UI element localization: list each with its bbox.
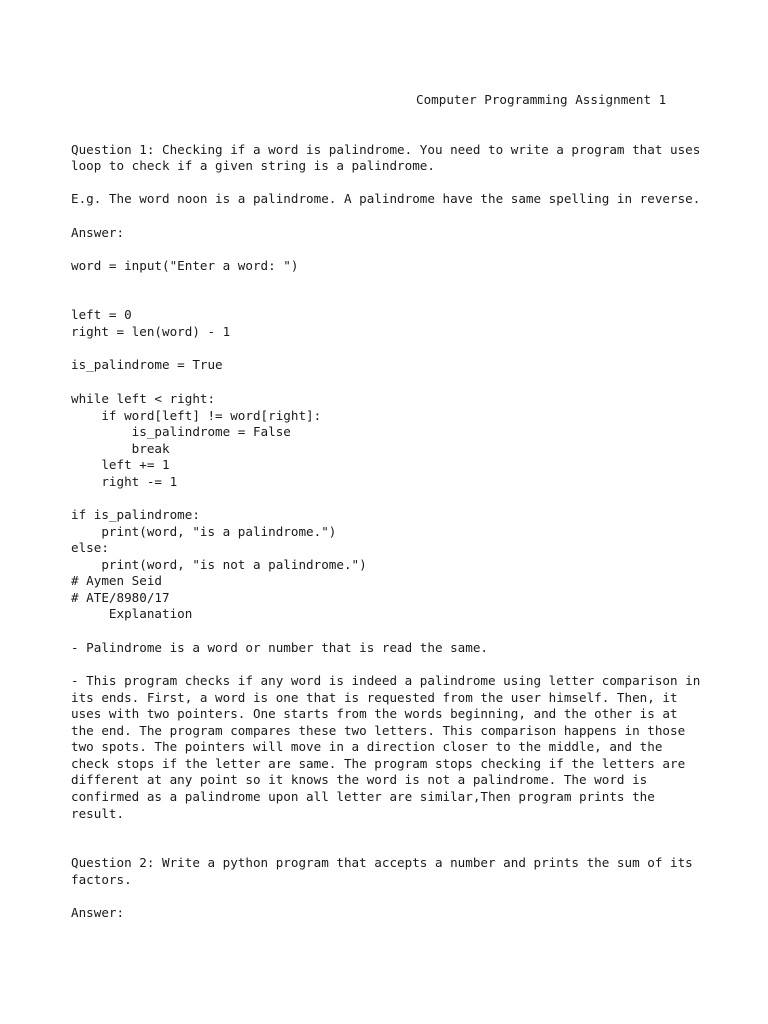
answer-label-2: Answer:	[71, 905, 125, 920]
question-1-line-2: loop to check if a given string is a palindrome.	[71, 158, 435, 173]
code-line: is_palindrome = False	[71, 424, 291, 439]
question-2-line-1: Question 2: Write a python program that accepts a number and prints the sum of its	[71, 855, 693, 870]
code-line: if is_palindrome:	[71, 507, 200, 522]
explanation-paragraph-line: check stops if the letter are same. The program stops checking if the letters are	[71, 756, 686, 771]
explanation-paragraph-line: the end. The program compares these two letters. This comparison happens in those	[71, 723, 686, 738]
code-line: right = len(word) - 1	[71, 324, 231, 339]
explanation-paragraph-line: two spots. The pointers will move in a direction closer to the middle, and the	[71, 739, 663, 754]
explanation-paragraph-line: - This program checks if any word is indeed a palindrome using letter comparison in	[71, 673, 701, 688]
explanation-line-1: - Palindrome is a word or number that is read the same.	[71, 640, 489, 655]
explanation-paragraph-line: different at any point so it knows the word is not a palindrome. The word is	[71, 772, 648, 787]
page-title: Computer Programming Assignment 1	[416, 92, 667, 107]
explanation-paragraph-line: uses with two pointers. One starts from the words beginning, and the other is at	[71, 706, 678, 721]
code-line: left = 0	[71, 307, 132, 322]
explanation-paragraph-line: confirmed as a palindrome upon all letter are similar,Then program prints the	[71, 789, 655, 804]
explanation-paragraph-line: result.	[71, 806, 125, 821]
code-line: while left < right:	[71, 391, 216, 406]
code-line: break	[71, 441, 170, 456]
author-comment: # Aymen Seid	[71, 573, 162, 588]
answer-label-1: Answer:	[71, 225, 125, 240]
code-line: if word[left] != word[right]:	[71, 408, 322, 423]
explanation-heading: Explanation	[71, 606, 193, 621]
code-line: print(word, "is a palindrome.")	[71, 524, 337, 539]
code-line: print(word, "is not a palindrome.")	[71, 557, 367, 572]
question-2-line-2: factors.	[71, 872, 132, 887]
id-comment: # ATE/8980/17	[71, 590, 170, 605]
example-text: E.g. The word noon is a palindrome. A palindrome have the same spelling in reverse.	[71, 191, 701, 206]
explanation-paragraph-line: its ends. First, a word is one that is requested from the user himself. Then, it	[71, 690, 678, 705]
question-1-line-1: Question 1: Checking if a word is palindrome. You need to write a program that uses	[71, 142, 701, 157]
code-line: left += 1	[71, 457, 170, 472]
code-line: word = input("Enter a word: ")	[71, 258, 299, 273]
code-line: right -= 1	[71, 474, 178, 489]
code-line: else:	[71, 540, 109, 555]
code-line: is_palindrome = True	[71, 357, 223, 372]
